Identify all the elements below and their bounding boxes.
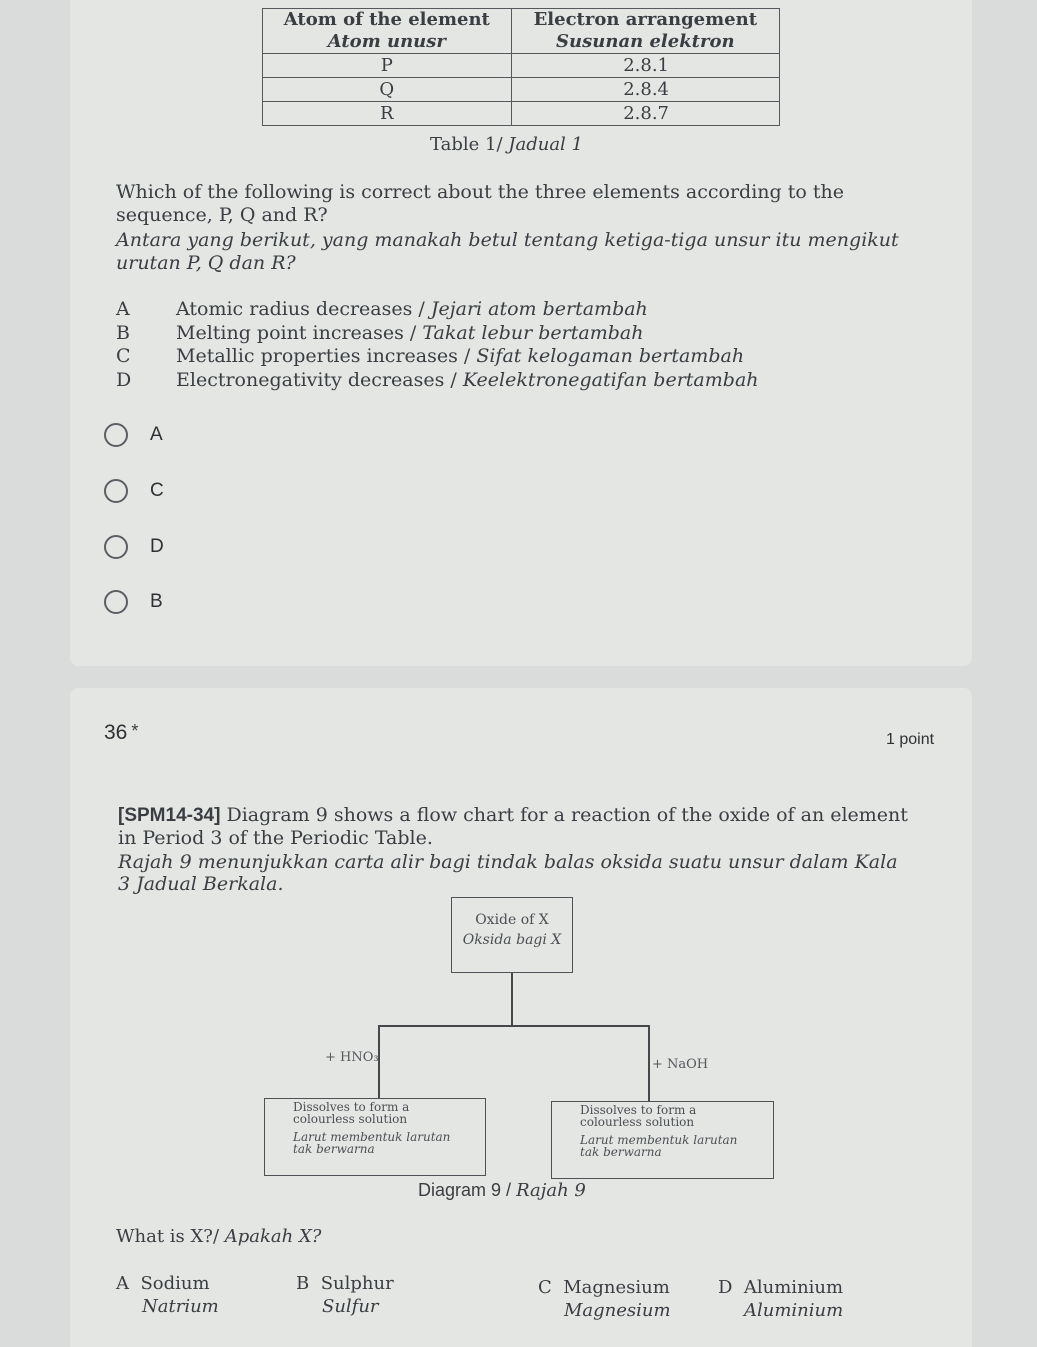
question-text-ms-1: Antara yang berikut, yang manakah betul tentang ketiga-tiga unsur itu mengikut xyxy=(116,229,899,251)
question-36-text-ms-2: 3 Jadual Berkala. xyxy=(118,873,284,895)
table-cell-atom: Q xyxy=(263,78,512,102)
radio-button[interactable] xyxy=(104,479,128,503)
radio-choice-d[interactable]: D xyxy=(104,532,164,562)
reagent-right-label: + NaOH xyxy=(652,1057,709,1072)
question-number: 36 * xyxy=(104,721,139,744)
option-statement-c: C Metallic properties increases / Sifat kelogaman bertambah xyxy=(116,345,745,367)
connector-line xyxy=(648,1025,650,1102)
question-text-ms-2: urutan P, Q dan R? xyxy=(116,252,296,274)
table-caption: Table 1/ Jadual 1 xyxy=(430,134,583,155)
connector-line xyxy=(511,973,513,1027)
right-result-box: Dissolves to form a colourless solution Larut membentuk larutan tak berwarna xyxy=(551,1101,774,1179)
answer-statement-d: D Aluminium Aluminium xyxy=(718,1277,844,1321)
reagent-left-label: + HNO₃ xyxy=(325,1050,379,1065)
points-label: 1 point xyxy=(886,731,935,748)
radio-choice-a[interactable]: A xyxy=(104,420,163,450)
table-row xyxy=(263,78,780,102)
radio-choice-b[interactable]: B xyxy=(104,587,163,617)
table-cell-arrangement: 2.8.7 xyxy=(511,102,779,126)
radio-choice-c[interactable]: C xyxy=(104,476,164,506)
option-statement-a: A Atomic radius decreases / Jejari atom bertambah xyxy=(116,298,648,320)
diagram-caption: Diagram 9 / Rajah 9 xyxy=(418,1180,586,1201)
question-36-text-en-1: [SPM14-34] Diagram 9 shows a flow chart for a reaction of the oxide of an element xyxy=(118,804,908,826)
option-statement-b: B Melting point increases / Takat lebur bertambah xyxy=(116,322,644,344)
electron-arrangement-table xyxy=(262,8,780,126)
radio-button[interactable] xyxy=(104,535,128,559)
question-36-text-ms-1: Rajah 9 menunjukkan carta alir bagi tindak balas oksida suatu unsur dalam Kala xyxy=(118,851,898,873)
table-row xyxy=(263,102,780,126)
required-mark: * xyxy=(131,721,139,741)
table-cell-atom: R xyxy=(263,102,512,126)
question-text-en-2: sequence, P, Q and R? xyxy=(116,204,328,226)
table-row xyxy=(263,54,780,78)
oxide-box: Oxide of X Oksida bagi X xyxy=(451,897,573,973)
answer-statement-c: C Magnesium Magnesium xyxy=(538,1277,671,1321)
radio-button[interactable] xyxy=(104,590,128,614)
answer-statement-a: A Sodium Natrium xyxy=(116,1273,219,1317)
answer-statement-b: B Sulphur Sulfur xyxy=(296,1273,394,1317)
question-36-text-en-2: in Period 3 of the Periodic Table. xyxy=(118,827,433,849)
connector-line xyxy=(378,1025,650,1027)
table-cell-arrangement: 2.8.1 xyxy=(511,54,779,78)
table-cell-atom: P xyxy=(263,54,512,78)
table-header-atom: Atom of the element Atom unusr xyxy=(263,9,512,54)
left-result-box: Dissolves to form a colourless solution Larut membentuk larutan tak berwarna xyxy=(264,1098,486,1176)
question-36-card xyxy=(70,688,972,1347)
option-statement-d: D Electronegativity decreases / Keelektronegatifan bertambah xyxy=(116,369,759,391)
table-cell-arrangement: 2.8.4 xyxy=(511,78,779,102)
radio-button[interactable] xyxy=(104,423,128,447)
table-header-arrangement: Electron arrangement Susunan elektron xyxy=(511,9,779,54)
question-36-what-is-x: What is X?/ Apakah X? xyxy=(116,1226,322,1247)
question-text-en-1: Which of the following is correct about the three elements according to the xyxy=(116,181,844,203)
